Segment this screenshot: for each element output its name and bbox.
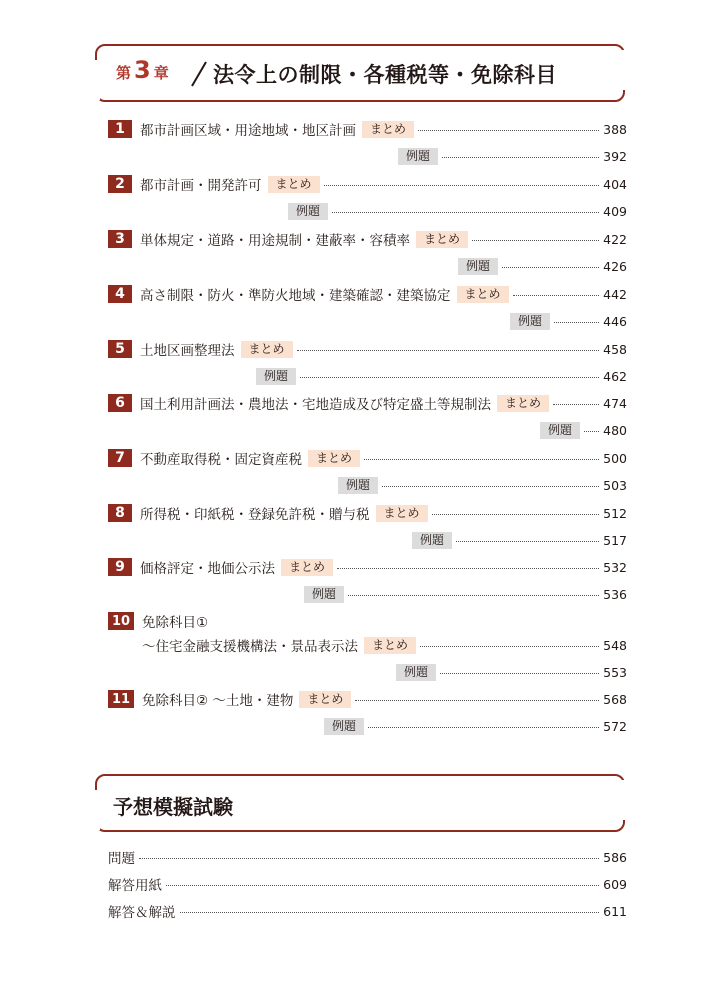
exam-item-title: 解答＆解説 <box>108 905 176 921</box>
leader-dots <box>418 130 599 131</box>
slash-divider-icon <box>189 60 209 88</box>
page-number: 462 <box>603 368 627 384</box>
toc-row-example[interactable] <box>108 311 627 331</box>
toc-row-example[interactable] <box>108 662 627 682</box>
leader-dots <box>324 185 599 186</box>
leader-dots <box>554 322 599 323</box>
page-number: 446 <box>603 313 627 329</box>
toc-row[interactable] <box>108 611 627 631</box>
page-number: 512 <box>603 505 627 521</box>
toc-row[interactable] <box>108 448 627 468</box>
leader-dots <box>364 459 599 460</box>
item-title: 免除科目① <box>142 615 209 631</box>
leader-dots <box>442 157 599 158</box>
summary-badge: まとめ <box>308 450 360 467</box>
toc-row[interactable] <box>108 635 627 655</box>
example-badge: 例題 <box>288 203 328 220</box>
item-title: 都市計画・開発許可 <box>140 178 262 194</box>
leader-dots <box>513 295 599 296</box>
exam-section-title: 予想模擬試験 <box>113 795 233 819</box>
leader-dots <box>456 541 599 542</box>
toc-row-example[interactable] <box>108 366 627 386</box>
item-title: 国土利用計画法・農地法・宅地造成及び特定盛土等規制法 <box>140 397 491 413</box>
item-number: 6 <box>108 394 132 412</box>
example-badge: 例題 <box>338 477 378 494</box>
exam-item-title: 問題 <box>108 851 135 867</box>
chapter-title: 法令上の制限・各種税等・免除科目 <box>213 63 557 87</box>
page-number: 517 <box>603 532 627 548</box>
toc-row[interactable] <box>108 689 627 709</box>
leader-dots <box>139 858 599 859</box>
item-number: 1 <box>108 120 132 138</box>
example-badge: 例題 <box>396 664 436 681</box>
leader-dots <box>368 727 599 728</box>
item-title: 高さ制限・防火・準防火地域・建築確認・建築協定 <box>140 288 451 304</box>
page-number: 611 <box>603 903 627 919</box>
page-number: 548 <box>603 637 627 653</box>
toc-row[interactable] <box>108 229 627 249</box>
leader-dots <box>180 912 600 913</box>
page-number: 586 <box>603 849 627 865</box>
page-number: 404 <box>603 176 627 192</box>
item-number: 4 <box>108 285 132 303</box>
item-number: 11 <box>108 690 134 708</box>
page-number: 392 <box>603 148 627 164</box>
toc-row[interactable] <box>108 119 627 139</box>
chapter-prefix: 第 <box>116 64 132 82</box>
page-number: 388 <box>603 121 627 137</box>
toc-row-example[interactable] <box>108 201 627 221</box>
item-title: 単体規定・道路・用途規制・建蔽率・容積率 <box>140 233 410 249</box>
toc-row[interactable] <box>108 339 627 359</box>
page-number: 442 <box>603 286 627 302</box>
toc-row-example[interactable] <box>108 256 627 276</box>
exam-row[interactable] <box>108 847 627 867</box>
item-number: 9 <box>108 558 132 576</box>
leader-dots <box>382 486 599 487</box>
example-badge: 例題 <box>540 422 580 439</box>
page-number: 480 <box>603 422 627 438</box>
item-number: 3 <box>108 230 132 248</box>
example-badge: 例題 <box>510 313 550 330</box>
leader-dots <box>584 431 599 432</box>
summary-badge: まとめ <box>416 231 468 248</box>
summary-badge: まとめ <box>376 505 428 522</box>
page-number: 572 <box>603 718 627 734</box>
toc-row[interactable] <box>108 393 627 413</box>
leader-dots <box>472 240 599 241</box>
exam-item-title: 解答用紙 <box>108 878 162 894</box>
toc-row[interactable] <box>108 284 627 304</box>
toc-row-example[interactable] <box>108 420 627 440</box>
toc-row[interactable] <box>108 557 627 577</box>
item-title: 不動産取得税・固定資産税 <box>140 452 302 468</box>
page-number: 503 <box>603 477 627 493</box>
item-title: 所得税・印紙税・登録免許税・贈与税 <box>140 507 370 523</box>
example-badge: 例題 <box>304 586 344 603</box>
example-badge: 例題 <box>256 368 296 385</box>
page-number: 409 <box>603 203 627 219</box>
page-number: 553 <box>603 664 627 680</box>
page-number: 609 <box>603 876 627 892</box>
summary-badge: まとめ <box>268 176 320 193</box>
summary-badge: まとめ <box>497 395 549 412</box>
chapter-suffix: 章 <box>153 64 169 82</box>
exam-row[interactable] <box>108 901 627 921</box>
item-number: 2 <box>108 175 132 193</box>
exam-row[interactable] <box>108 874 627 894</box>
item-number: 10 <box>108 612 134 630</box>
leader-dots <box>553 404 599 405</box>
page-number: 422 <box>603 231 627 247</box>
item-title: 価格評定・地価公示法 <box>140 561 275 577</box>
page-number: 474 <box>603 395 627 411</box>
item-number: 7 <box>108 449 132 467</box>
chapter-header <box>95 44 625 102</box>
chapter-label <box>116 58 169 83</box>
toc-row-example[interactable] <box>108 584 627 604</box>
chapter-number: 3 <box>134 56 151 84</box>
leader-dots <box>337 568 599 569</box>
item-number: 5 <box>108 340 132 358</box>
summary-badge: まとめ <box>364 637 416 654</box>
leader-dots <box>348 595 599 596</box>
toc-row-example[interactable] <box>108 146 627 166</box>
toc-row[interactable] <box>108 503 627 523</box>
example-badge: 例題 <box>412 532 452 549</box>
item-number: 8 <box>108 504 132 522</box>
example-badge: 例題 <box>398 148 438 165</box>
leader-dots <box>440 673 599 674</box>
summary-badge: まとめ <box>241 341 293 358</box>
toc-row-example[interactable] <box>108 530 627 550</box>
exam-section-header <box>95 774 625 832</box>
summary-badge: まとめ <box>281 559 333 576</box>
leader-dots <box>297 350 599 351</box>
summary-badge: まとめ <box>457 286 509 303</box>
summary-badge: まとめ <box>299 691 351 708</box>
leader-dots <box>332 212 599 213</box>
toc-row-example[interactable] <box>108 716 627 736</box>
item-title: 免除科目② 〜土地・建物 <box>142 693 294 709</box>
example-badge: 例題 <box>458 258 498 275</box>
leader-dots <box>355 700 599 701</box>
toc-row-example[interactable] <box>108 475 627 495</box>
item-subtitle: 〜住宅金融支援機構法・景品表示法 <box>142 639 358 655</box>
leader-dots <box>300 377 599 378</box>
page-number: 458 <box>603 341 627 357</box>
leader-dots <box>420 646 599 647</box>
page-number: 426 <box>603 258 627 274</box>
leader-dots <box>166 885 599 886</box>
page-number: 500 <box>603 450 627 466</box>
page-number: 568 <box>603 691 627 707</box>
leader-dots <box>502 267 599 268</box>
summary-badge: まとめ <box>362 121 414 138</box>
page-number: 532 <box>603 559 627 575</box>
item-title: 都市計画区域・用途地域・地区計画 <box>140 123 356 139</box>
item-title: 土地区画整理法 <box>140 343 235 359</box>
example-badge: 例題 <box>324 718 364 735</box>
toc-row[interactable] <box>108 174 627 194</box>
leader-dots <box>432 514 599 515</box>
page-number: 536 <box>603 586 627 602</box>
